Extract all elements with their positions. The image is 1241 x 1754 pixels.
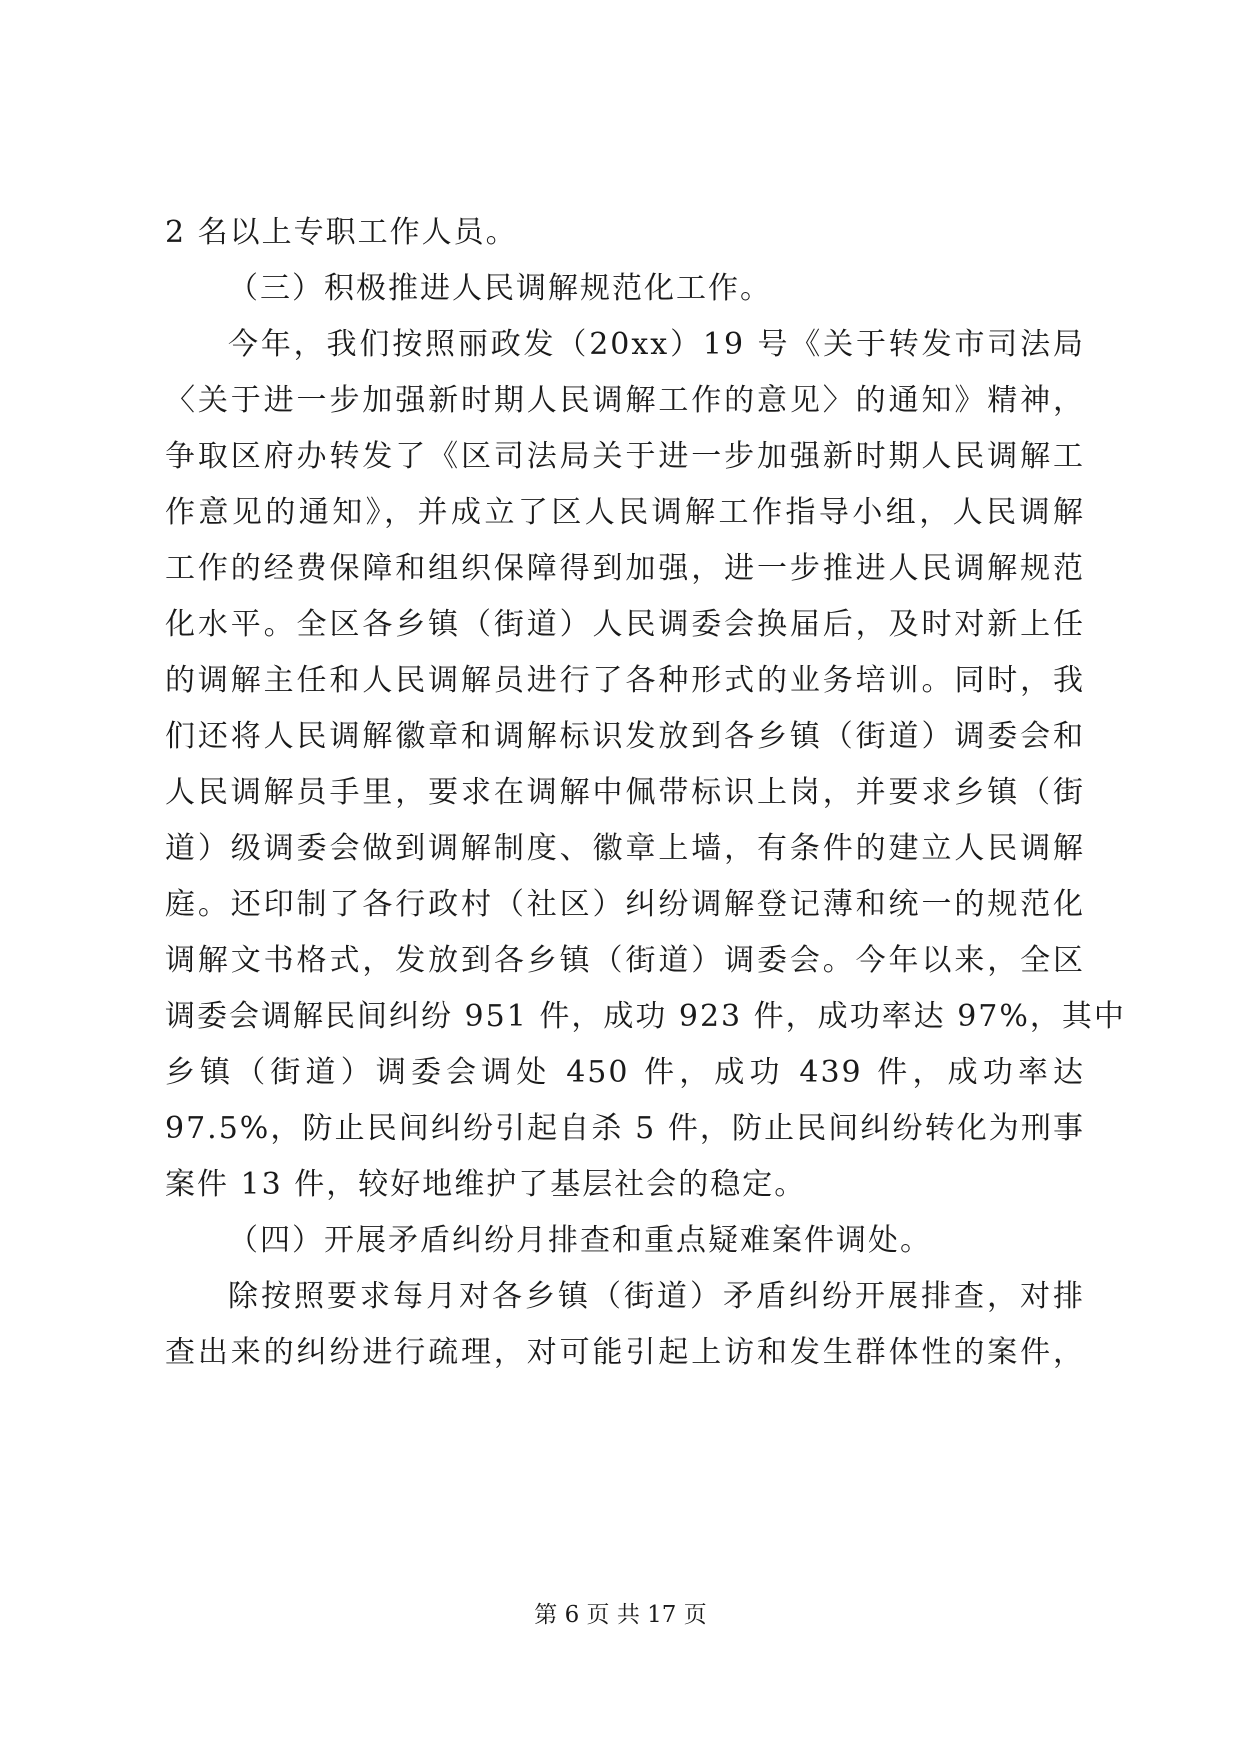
text-line: 道）级调委会做到调解制度、徽章上墙，有条件的建立人民调解 <box>165 831 1085 866</box>
text-line: 调解文书格式，发放到各乡镇（街道）调委会。今年以来，全区 <box>165 943 1085 978</box>
text-line: 们还将人民调解徽章和调解标识发放到各乡镇（街道）调委会和 <box>165 719 1085 754</box>
text-line: 案件 13 件，较好地维护了基层社会的稳定。 <box>165 1167 807 1202</box>
text-line: 庭。还印制了各行政村（社区）纠纷调解登记薄和统一的规范化 <box>165 887 1085 922</box>
text-line: 〈关于进一步加强新时期人民调解工作的意见〉的通知》精神， <box>165 383 1085 418</box>
text-line: 2 名以上专职工作人员。 <box>165 215 518 250</box>
text-line: 除按照要求每月对各乡镇（街道）矛盾纠纷开展排查，对排 <box>228 1279 1085 1314</box>
text-line: 人民调解员手里，要求在调解中佩带标识上岗，并要求乡镇（街 <box>165 775 1085 810</box>
section-heading: （三）积极推进人民调解规范化工作。 <box>228 271 772 306</box>
text-line: 的调解主任和人民调解员进行了各种形式的业务培训。同时，我 <box>165 663 1085 698</box>
text-line: 工作的经费保障和组织保障得到加强，进一步推进人民调解规范 <box>165 551 1085 586</box>
text-line: 查出来的纠纷进行疏理，对可能引起上访和发生群体性的案件， <box>165 1335 1085 1370</box>
text-line: 97.5%，防止民间纠纷引起自杀 5 件，防止民间纠纷转化为刑事 <box>165 1111 1085 1146</box>
section-heading: （四）开展矛盾纠纷月排查和重点疑难案件调处。 <box>228 1223 932 1258</box>
text-line: 作意见的通知》，并成立了区人民调解工作指导小组，人民调解 <box>165 495 1085 530</box>
text-line: 调委会调解民间纠纷 951 件，成功 923 件，成功率达 97%，其中 <box>165 999 1126 1034</box>
text-line: 争取区府办转发了《区司法局关于进一步加强新时期人民调解工 <box>165 439 1085 474</box>
text-line: 乡镇（街道）调委会调处 450 件，成功 439 件，成功率达 <box>165 1055 1085 1090</box>
page-number-footer: 第 6 页 共 17 页 <box>534 1602 707 1628</box>
text-line: 今年，我们按照丽政发（20xx）19 号《关于转发市司法局 <box>228 327 1085 362</box>
text-line: 化水平。全区各乡镇（街道）人民调委会换届后，及时对新上任 <box>165 607 1085 642</box>
